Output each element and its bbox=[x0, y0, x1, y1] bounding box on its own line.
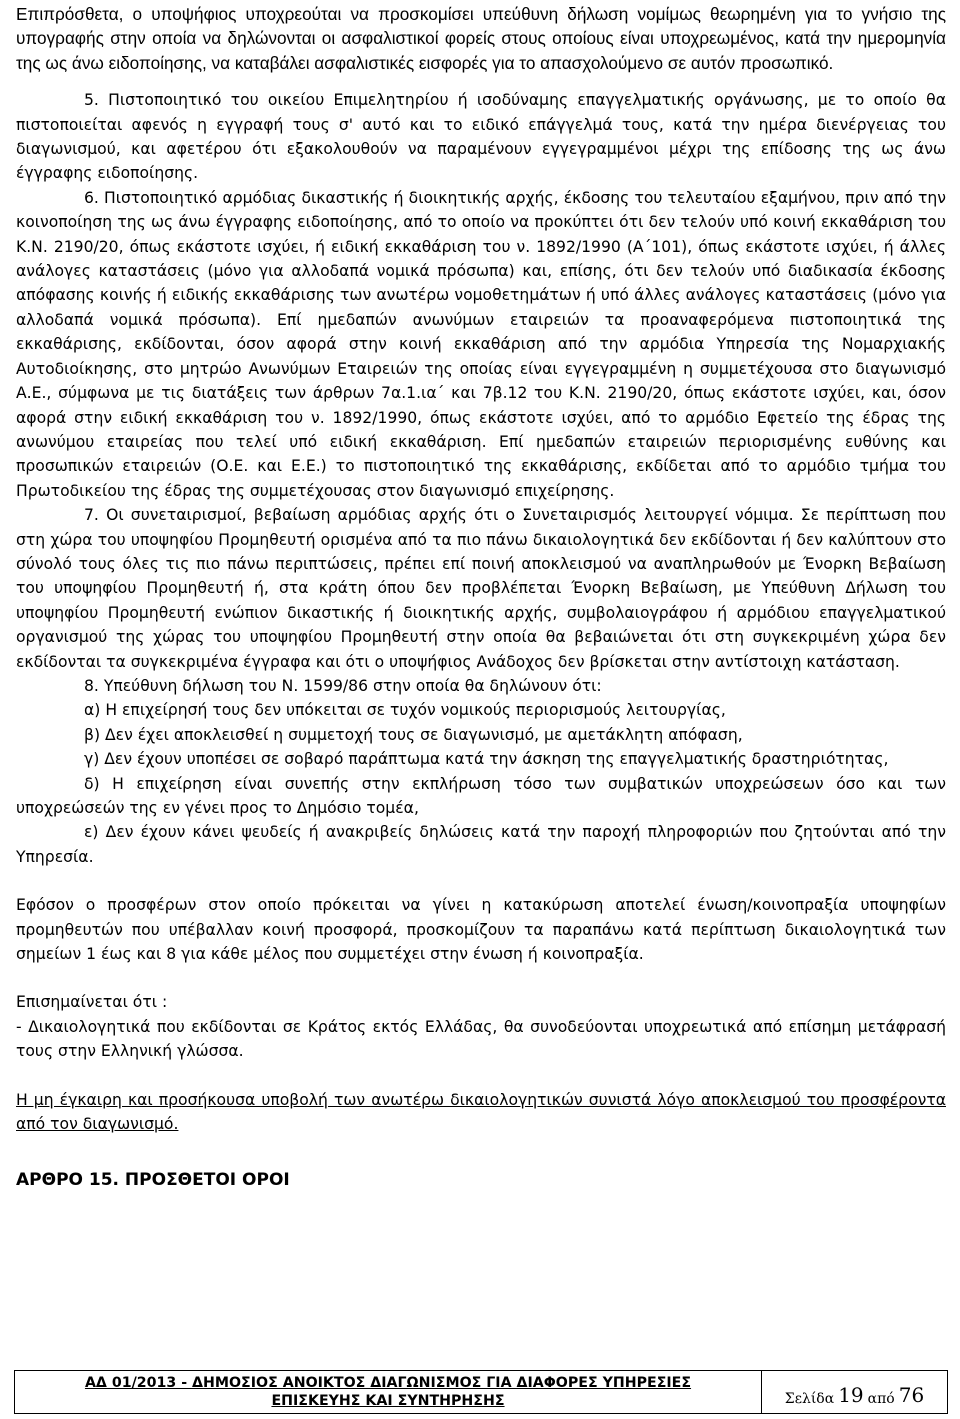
note-body: - Δικαιολογητικά που εκδίδονται σε Κράτος εκτός Ελλάδας, θα συνοδεύονται υποχρεωτικά από επίσημη μετάφρασή τους στην Ελληνική γλώσσα. bbox=[16, 1017, 946, 1061]
article-title: ΑΡΘΡΟ 15. ΠΡΟΣΘΕΤΟΙ ΟΡΟΙ bbox=[16, 1170, 290, 1191]
page-total: 76 bbox=[898, 1383, 925, 1407]
intro-paragraph: Επιπρόσθετα, ο υποψήφιος υποχρεούται να προσκομίσει υπεύθυνη δήλωση νομίμως θεωρημένη για το γνήσιο της υπογραφής στην οποία να δηλώνονται οι ασφαλιστικοί φορείς στους οποίους είναι υποχρεωμένος, κατά την ημερομηνία της ως άνω ειδοποίησης, να καταβάλει ασφαλιστικές εισφορές για το απασχολούμενο σε αυτόν προσωπικό. bbox=[16, 4, 946, 73]
page-number: 19 bbox=[838, 1383, 864, 1407]
item-8a-paragraph: α) Η επιχείρησή τους δεν υπόκειται σε τυχόν νομικούς περιορισμούς λειτουργίας, bbox=[84, 701, 726, 720]
item-6-paragraph: 6. Πιστοποιητικό αρμόδιας δικαστικής ή διοικητικής αρχής, έκδοσης του τελευταίου εξαμήνου, πριν από την κοινοποίηση της ως άνω έγγραφης ειδοποίησης, από το οποίο να προκύπτει ότι δεν τελούν υπό κοινή εκκαθάριση του Κ.Ν. 2190/20, όπως εκάστοτε ισχύει, ή ειδική εκκαθάριση του ν. 1892/1990 (Α΄101), όπως εκάστοτε ισχύει, ή άλλες ανάλογες καταστάσεις (μόνο για αλλοδαπά νομικά πρόσωπα) και, επίσης, ότι δεν τελούν υπό διαδικασία έκδοσης απόφασης κοινής ή ειδικής εκκαθάρισης των ανωτέρω νομοθετημάτων ή υπό άλλες ανάλογες καταστάσεις (μόνο για αλλοδαπά νομικά πρόσωπα). Επί ημεδαπών ανωνύμων εταιρειών τα προαναφερόμενα πιστοποιητικά της εκκαθάρισης, εκδίδονται, όσον αφορά στην κοινή εκκαθάριση από την αρμόδια Υπηρεσία της Νομαρχιακής Αυτοδιοίκησης, στο μητρώο Ανωνύμων Εταιρειών της οποίας είναι εγγεγραμμένη η συμμετέχουσα στο διαγωνισμό Α.Ε., σύμφωνα με τις διατάξεις των άρθρων 7α.1.ια΄ και 7β.12 του Κ.Ν. 2190/20, όπως εκάστοτε ισχύει, και, όσον αφορά στην ειδική εκκαθάριση του ν. 1892/1990, όπως εκάστοτε ισχύει, από το αρμόδιο Εφετείο της έδρας της ανωνύμου εταιρείας που τελεί υπό ειδική εκκαθάριση. Επί ημεδαπών εταιρειών περιορισμένης ευθύνης και προσωπικών εταιρειών (Ο.Ε. και Ε.Ε.) το πιστοποιητικό της εκκαθάρισης, εκδίδεται από το αρμόδιο τμήμα του Πρωτοδικείου της έδρας της συμμετέχουσας στον διαγωνισμό επιχείρησης. bbox=[16, 188, 946, 500]
timely-submission-paragraph: Η μη έγκαιρη και προσήκουσα υποβολή των ανωτέρω δικαιολογητικών συνιστά λόγο αποκλεισμού του προσφέροντα από τον διαγωνισμό. bbox=[16, 1090, 946, 1134]
item-5-paragraph: 5. Πιστοποιητικό του οικείου Επιμελητηρίου ή ισοδύναμης επαγγελματικής οργάνωσης, με το οποίο θα πιστοποιείται αφενός η εγγραφή τους σ' αυτό και το ειδικό επάγγελμά τους, κατά την ημέρα διενέργειας του διαγωνισμού, και αφετέρου ότι εξακολουθούν να παραμένουν εγγεγραμμένοι μέχρι της επίδοσης της ως άνω έγγραφης ειδοποίησης. bbox=[16, 91, 946, 183]
footer-page-counter bbox=[762, 1371, 947, 1413]
item-8c-paragraph: γ) Δεν έχουν υποπέσει σε σοβαρό παράπτωμα κατά την άσκηση της επαγγελματικής δραστηριότητας, bbox=[84, 750, 889, 769]
footer-title-line-2: ΕΠΙΣΚΕΥΗΣ ΚΑΙ ΣΥΝΤΗΡΗΣΗΣ bbox=[271, 1393, 505, 1409]
document-page bbox=[16, 0, 946, 1190]
item-8d-paragraph: δ) Η επιχείρηση είναι συνεπής στην εκπλήρωση τόσο των συμβατικών υποχρεώσεων όσο και των υποχρεώσεών της εν γένει προς το Δημόσιο τομέα, bbox=[16, 774, 946, 817]
item-8b-paragraph: β) Δεν έχει αποκλεισθεί η συμμετοχή τους σε διαγωνισμό, με αμετάκλητη απόφαση, bbox=[84, 725, 743, 744]
item-7-paragraph: 7. Οι συνεταιρισμοί, βεβαίωση αρμόδιας αρχής ότι ο Συνεταιρισμός λειτουργεί νόμιμα. Σε περίπτωση που στη χώρα του υποψηφίου Προμηθευτή ορισμένα από τα πιο πάνω δικαιολογητικά δεν εκδίδονται ή δεν καλύπτουν στο σύνολό τους όλες τις πιο πάνω περιπτώσεις, πρέπει επί ποινή αποκλεισμού να αναπληρωθούν με Ένορκη Βεβαίωση του υποψηφίου Προμηθευτή ή, στα κράτη όπου δεν προβλέπεται Ένορκη Βεβαίωση, με Υπεύθυνη Δήλωση του υποψηφίου Προμηθευτή ενώπιον δικαστικής ή διοικητικής αρχής, συμβολαιογράφου ή αρμόδιου επαγγελματικού οργανισμού της χώρας του υποψηφίου Προμηθευτή στην οποία θα βεβαιώνεται ότι στη συγκεκριμένη χώρα δεν εκδίδονται τα συγκεκριμένα έγγραφα και ότι ο υποψήφιος Ανάδοχος δεν βρίσκεται στην αντίστοιχη κατάσταση. bbox=[16, 506, 946, 671]
item-8e-paragraph: ε) Δεν έχουν κάνει ψευδείς ή ανακριβείς δηλώσεις κατά την παροχή πληροφοριών που ζητούνται από την Υπηρεσία. bbox=[16, 823, 946, 866]
page-of-label: από bbox=[867, 1391, 895, 1407]
joint-venture-paragraph: Εφόσον ο προσφέρων στον οποίο πρόκειται να γίνει η κατακύρωση αποτελεί ένωση/κοινοπραξία υποψηφίων προμηθευτών που υπέβαλλαν κοινή προσφορά, προσκομίζουν τα παραπάνω κατά περίπτωση δικαιολογητικά των σημείων 1 έως και 8 για κάθε μέλος που συμμετέχει στην ένωση ή κοινοπραξία. bbox=[16, 896, 946, 964]
page-label: Σελίδα bbox=[784, 1391, 835, 1407]
spacer bbox=[16, 1136, 946, 1170]
spacer bbox=[16, 869, 946, 893]
note-title: Επισημαίνεται ότι : bbox=[16, 993, 168, 1012]
footer-title bbox=[15, 1371, 762, 1413]
footer-title-line-1: ΑΔ 01/2013 - ΔΗΜΟΣΙΟΣ ΑΝΟΙΚΤΟΣ ΔΙΑΓΩΝΙΣΜΟΣ ΓΙΑ ΔΙΑΦΟΡΕΣ ΥΠΗΡΕΣΙΕΣ bbox=[84, 1375, 692, 1391]
spacer bbox=[16, 966, 946, 990]
spacer bbox=[16, 1064, 946, 1088]
item-8-paragraph: 8. Υπεύθυνη δήλωση του Ν. 1599/86 στην οποία θα δηλώνουν ότι: bbox=[84, 676, 602, 695]
page-footer bbox=[14, 1370, 948, 1414]
